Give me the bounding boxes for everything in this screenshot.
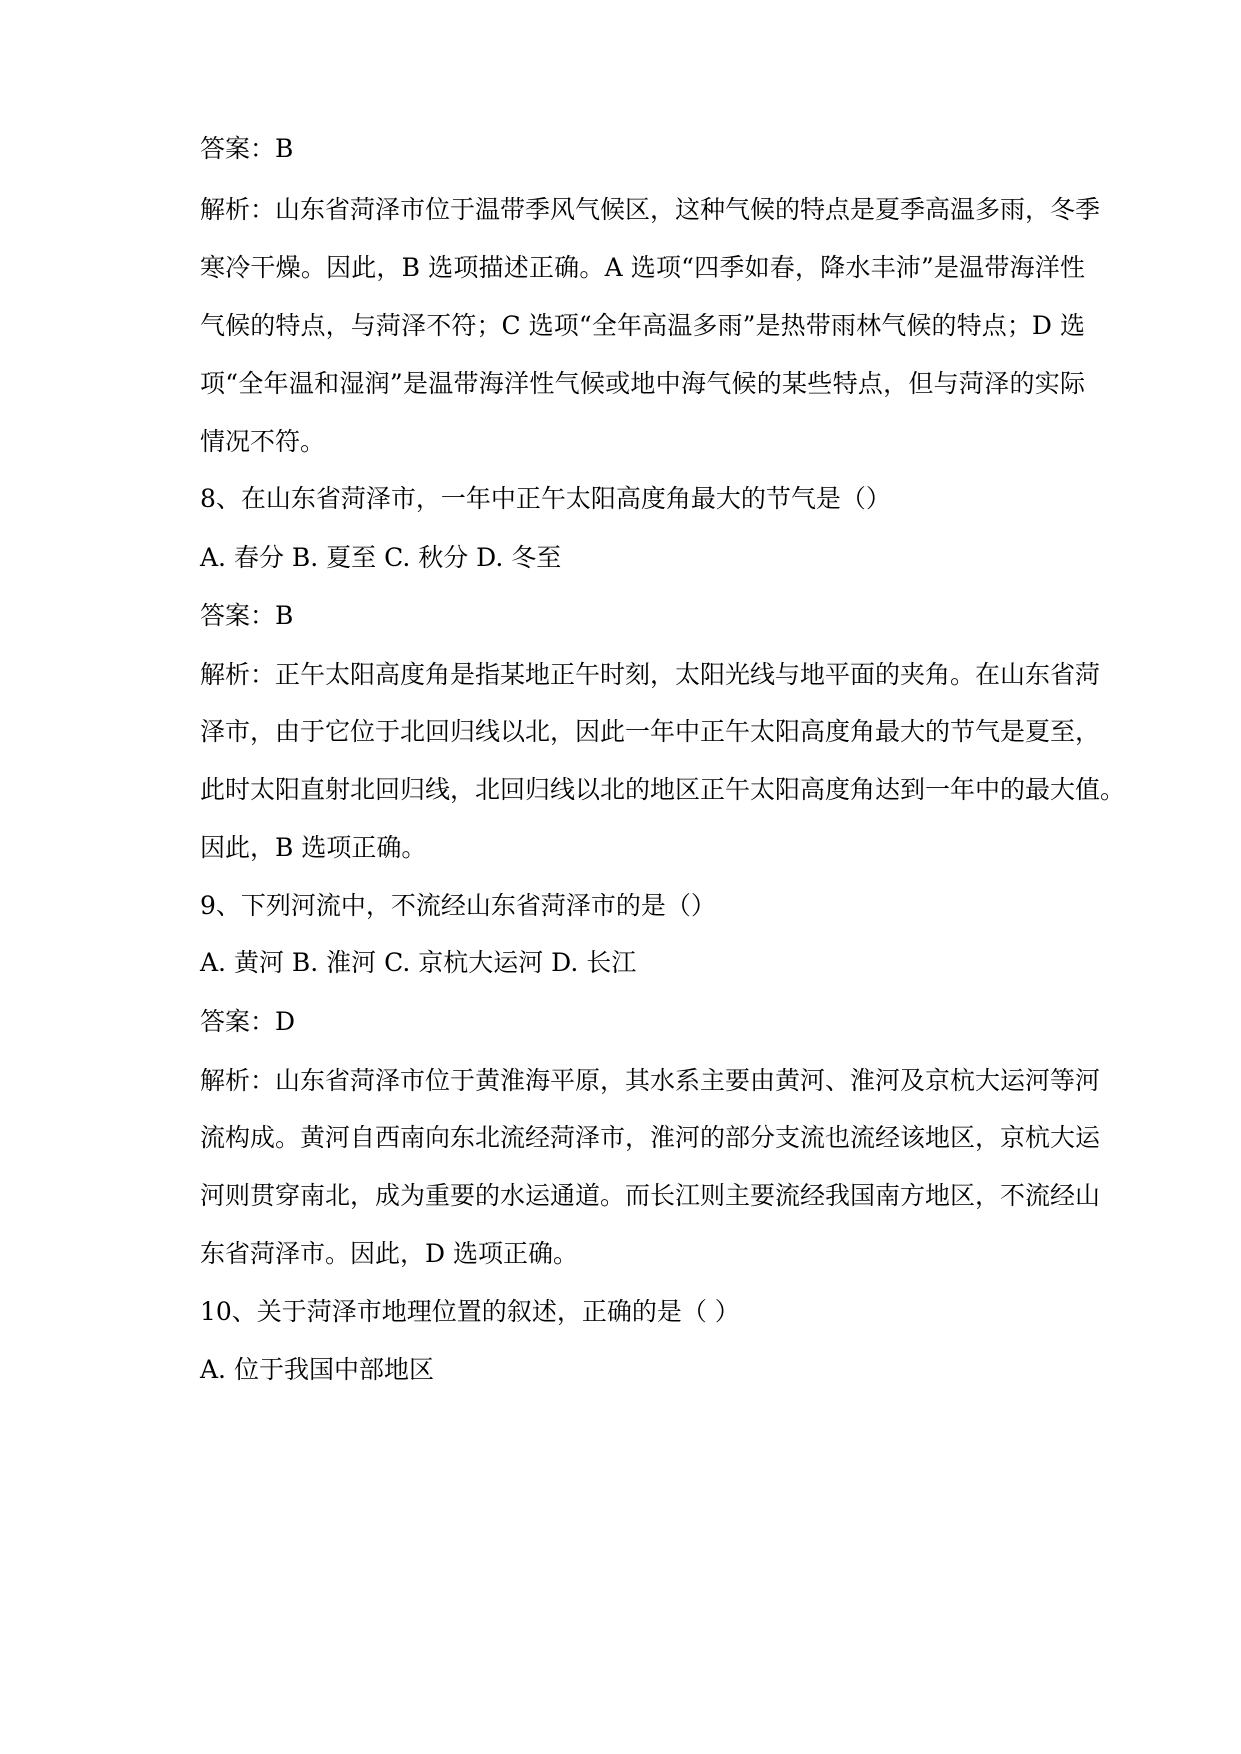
explanation-line: 此时太阳直射北回归线，北回归线以北的地区正午太阳高度角达到一年中的最大值。	[200, 775, 1126, 804]
explanation-line: 解析：山东省菏泽市位于黄淮海平原，其水系主要由黄河、淮河及京杭大运河等河	[200, 1066, 1101, 1095]
explanation-line: 解析：正午太阳高度角是指某地正午时刻，太阳光线与地平面的夹角。在山东省菏	[200, 660, 1101, 689]
options-line: A. 位于我国中部地区	[200, 1355, 434, 1384]
explanation-line: 河则贯穿南北，成为重要的水运通道。而长江则主要流经我国南方地区，不流经山	[200, 1181, 1101, 1210]
explanation-line: 情况不符。	[200, 427, 326, 456]
answer-line: 答案：B	[200, 601, 294, 630]
question-8: 8、在山东省菏泽市，一年中正午太阳高度角最大的节气是（）	[200, 484, 891, 513]
answer-line: 答案：D	[200, 1007, 296, 1036]
explanation-line: 东省菏泽市。因此，D 选项正确。	[200, 1239, 578, 1268]
question-10: 10、关于菏泽市地理位置的叙述，正确的是（ ）	[200, 1297, 740, 1326]
explanation-line: 流构成。黄河自西南向东北流经菏泽市，淮河的部分支流也流经该地区，京杭大运	[200, 1123, 1101, 1152]
options-line: A. 春分 B. 夏至 C. 秋分 D. 冬至	[200, 543, 562, 572]
explanation-line: 因此，B 选项正确。	[200, 833, 427, 862]
options-line: A. 黄河 B. 淮河 C. 京杭大运河 D. 长江	[200, 948, 637, 977]
explanation-line: 气候的特点，与菏泽不符；C 选项“全年高温多雨”是热带雨林气候的特点；D 选	[200, 311, 1085, 340]
explanation-line: 项“全年温和湿润”是温带海洋性气候或地中海气候的某些特点，但与菏泽的实际	[200, 369, 1085, 398]
question-9: 9、下列河流中，不流经山东省菏泽市的是（）	[200, 891, 716, 920]
explanation-line: 泽市，由于它位于北回归线以北，因此一年中正午太阳高度角最大的节气是夏至，	[200, 717, 1101, 746]
explanation-line: 寒冷干燥。因此，B 选项描述正确。A 选项“四季如春，降水丰沛”是温带海洋性	[200, 253, 1085, 282]
answer-line: 答案：B	[200, 134, 294, 163]
explanation-line: 解析：山东省菏泽市位于温带季风气候区，这种气候的特点是夏季高温多雨，冬季	[200, 195, 1101, 224]
